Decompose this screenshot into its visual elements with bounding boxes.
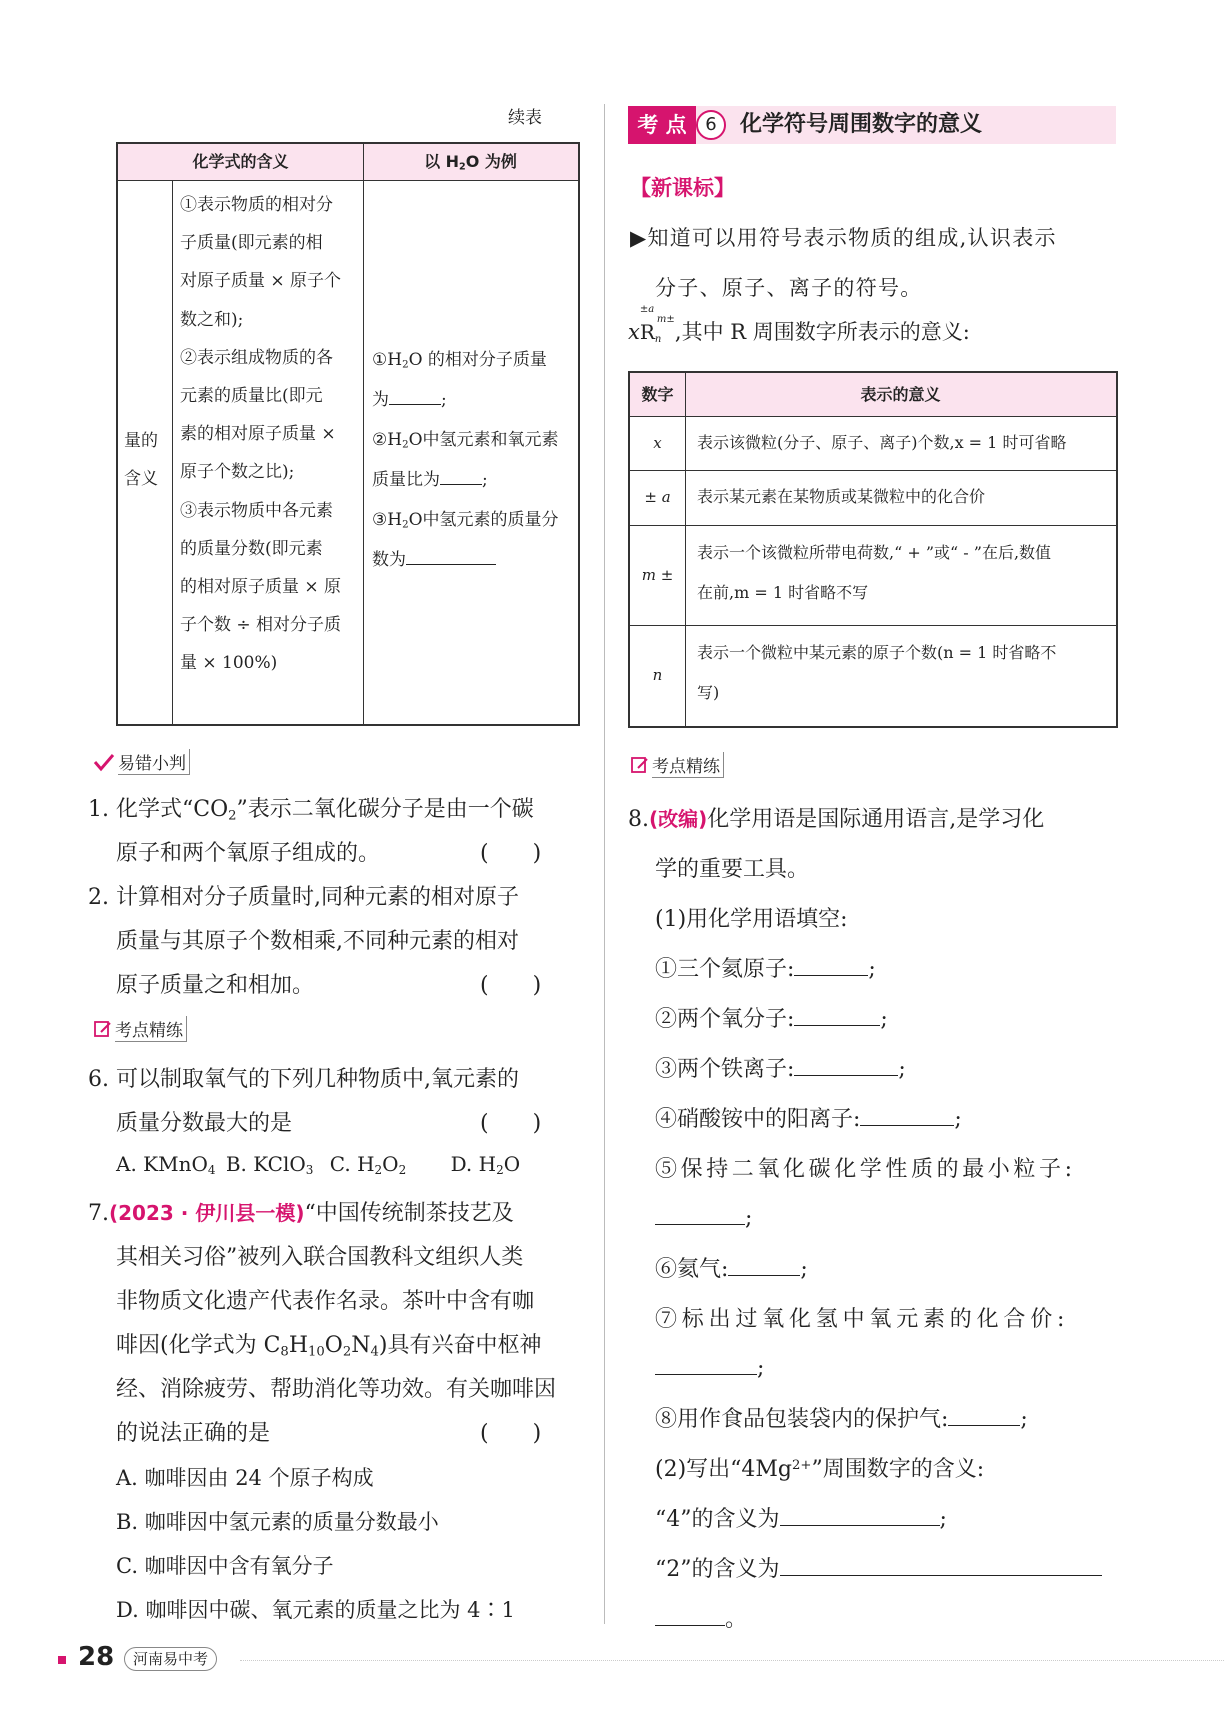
meaning-line: ③表示物质中各元素 xyxy=(180,500,333,521)
meaning-line: 原子个数之比); xyxy=(180,462,295,483)
answer-blank[interactable] xyxy=(780,1503,940,1526)
meaning-description xyxy=(180,186,341,683)
meaning-line: 子个数 ÷ 相对分子质 xyxy=(180,615,342,636)
standard-tag: 【新课标】 xyxy=(630,176,735,200)
column-divider xyxy=(604,104,605,1624)
answer-blank[interactable] xyxy=(440,467,482,485)
col2-header: 以 $H_2O$ 为例 xyxy=(424,152,517,173)
row-meaning: 表示该微粒(分子、原子、离子)个数,x = 1 时可省略 xyxy=(697,433,1067,452)
answer-blank[interactable] xyxy=(948,1403,1020,1426)
judge-2: 2. 计算相对分子质量时,同种元素的相对原子 xyxy=(88,885,519,910)
meaning-line: 的质量分数(即元素 xyxy=(180,538,323,559)
answer-paren[interactable]: ( ) xyxy=(480,841,542,866)
meaning-line: ①表示物质的相对分 xyxy=(180,195,333,215)
answer-blank[interactable] xyxy=(389,387,441,405)
header-digit: 数字 xyxy=(641,385,674,404)
judge-1: 1. 化学式“$CO_2$”表示二氧化碳分子是由一个碳 xyxy=(88,797,534,824)
answer-paren[interactable]: ( ) xyxy=(480,973,542,998)
example-1: $①H_2O$ 的相对分子质量 xyxy=(372,350,547,371)
digit-meaning-table xyxy=(628,371,1118,728)
kaodian-title: 化学符号周围数字的意义 xyxy=(740,112,983,137)
question-8: 8.(改编)化学用语是国际通用语言,是学习化 xyxy=(628,807,1045,832)
pencil-note-icon xyxy=(93,1019,113,1039)
part-1: (1)用化学用语填空: xyxy=(655,907,848,932)
row-key: m ± xyxy=(641,566,674,584)
row-key: n xyxy=(652,666,663,684)
footer-bullet xyxy=(58,1656,66,1664)
item-4: ④硝酸铵中的阳离子: ; xyxy=(655,1102,962,1133)
item-7: ⑦标出过氧化氢中氧元素的化合价: xyxy=(655,1307,1070,1332)
row-meaning: 表示一个微粒中某元素的原子个数(n = 1 时省略不 写) xyxy=(697,643,1057,702)
item-1: ①三个氦原子: ; xyxy=(655,952,876,983)
brand-badge: 河南易中考 xyxy=(124,1647,217,1671)
answer-blank[interactable] xyxy=(655,1202,745,1225)
answer-blank[interactable] xyxy=(794,953,868,976)
meaning-line: ②表示组成物质的各 xyxy=(180,347,333,368)
page-number: 28 xyxy=(78,1642,115,1672)
symbol-line: xR ±a m± n ,其中 R 周围数字所表示的意义: xyxy=(628,304,970,345)
answer-paren[interactable]: ( ) xyxy=(480,1421,542,1446)
item-3: ③两个铁离子: ; xyxy=(655,1052,906,1083)
item-2: ②两个氧分子: ; xyxy=(655,1002,888,1033)
question-6-options: A. KMnO$_4$ B. KClO$_3$ C. $H_2O_2$ D. $H_2O$ xyxy=(116,1152,521,1177)
answer-paren[interactable]: ( ) xyxy=(480,1111,542,1136)
answer-blank[interactable] xyxy=(860,1103,954,1126)
part-2: (2)写出“$4Mg^{2+}$”周围数字的含义: xyxy=(655,1457,985,1482)
footer-rule xyxy=(240,1660,1224,1661)
meaning-line: 素的相对原子质量 × xyxy=(180,424,336,445)
practice-tag: 考点精练 xyxy=(93,1016,187,1042)
row-meaning: 表示某元素在某物质或某微粒中的化合价 xyxy=(697,487,986,506)
option-c[interactable]: C. 咖啡因中含有氧分子 xyxy=(116,1554,334,1578)
pencil-note-icon xyxy=(630,755,650,775)
formula-meaning-table xyxy=(116,142,580,726)
h2o-examples: $①H_2O$ 的相对分子质量 为 ; $②H_2O$中氢元素和氧元素 质量比为 ; $③H_2O$中氢元素的质量分 数为 xyxy=(372,340,559,580)
meaning-line: 元素的质量比(即元 xyxy=(180,386,323,407)
meaning-line: 对原子质量 × 原子个 xyxy=(180,271,342,292)
row-key: ± a xyxy=(644,488,671,506)
answer-blank[interactable] xyxy=(794,1053,898,1076)
meaning-2: “2”的含义为 xyxy=(655,1552,1102,1583)
answer-blank[interactable] xyxy=(794,1003,880,1026)
answer-blank[interactable] xyxy=(728,1253,800,1276)
kaodian-header xyxy=(628,106,1116,144)
kaodian-label: 考 点 xyxy=(628,106,696,144)
answer-blank[interactable] xyxy=(780,1553,1102,1576)
meaning-line: 的相对原子质量 × 原 xyxy=(180,577,342,598)
meaning-line: 数之和); xyxy=(180,309,244,330)
standard-text: ▶知道可以用符号表示物质的组成,认识表示 xyxy=(630,226,1057,250)
kaodian-number: 6 xyxy=(696,110,726,140)
answer-blank[interactable] xyxy=(655,1352,757,1375)
item-5: ⑤保持二氧化碳化学性质的最小粒子: xyxy=(655,1157,1076,1182)
option-d[interactable]: D. 咖啡因中碳、氧元素的质量之比为 4∶1 xyxy=(116,1598,515,1622)
header-meaning: 表示的意义 xyxy=(860,385,941,404)
practice-tag: 考点精练 xyxy=(630,752,724,778)
mistake-tag: 易错小判 xyxy=(93,748,190,776)
item-8: ⑧用作食品包装袋内的保护气: ; xyxy=(655,1402,1028,1433)
option-b[interactable]: B. 咖啡因中氢元素的质量分数最小 xyxy=(116,1510,439,1534)
answer-blank[interactable] xyxy=(406,547,496,565)
row-label: 量的 含义 xyxy=(124,431,158,489)
meaning-line: 量 × 100%) xyxy=(180,653,278,674)
example-3: $③H_2O$中氢元素的质量分 xyxy=(372,510,559,531)
answer-blank[interactable] xyxy=(655,1603,725,1626)
row-key: x xyxy=(653,434,662,452)
option-a[interactable]: A. 咖啡因由 24 个原子构成 xyxy=(116,1466,374,1490)
continued-label: 续表 xyxy=(508,108,542,128)
col1-header: 化学式的含义 xyxy=(192,152,289,171)
meaning-4: “4”的含义为 ; xyxy=(655,1502,947,1533)
example-2: $②H_2O$中氢元素和氧元素 xyxy=(372,430,559,451)
meaning-line: 子质量(即元素的相 xyxy=(180,233,323,254)
question-7: 7.(2023 · 伊川县一模)“中国传统制茶技艺及 xyxy=(88,1201,514,1226)
check-icon xyxy=(93,752,115,772)
question-6: 6. 可以制取氧气的下列几种物质中,氧元素的 xyxy=(88,1067,519,1092)
item-6: ⑥氦气: ; xyxy=(655,1252,808,1283)
row-meaning: 表示一个该微粒所带电荷数,“ + ”或“ - ”在后,数值 在前,m = 1 时省略不写 xyxy=(697,543,1052,602)
